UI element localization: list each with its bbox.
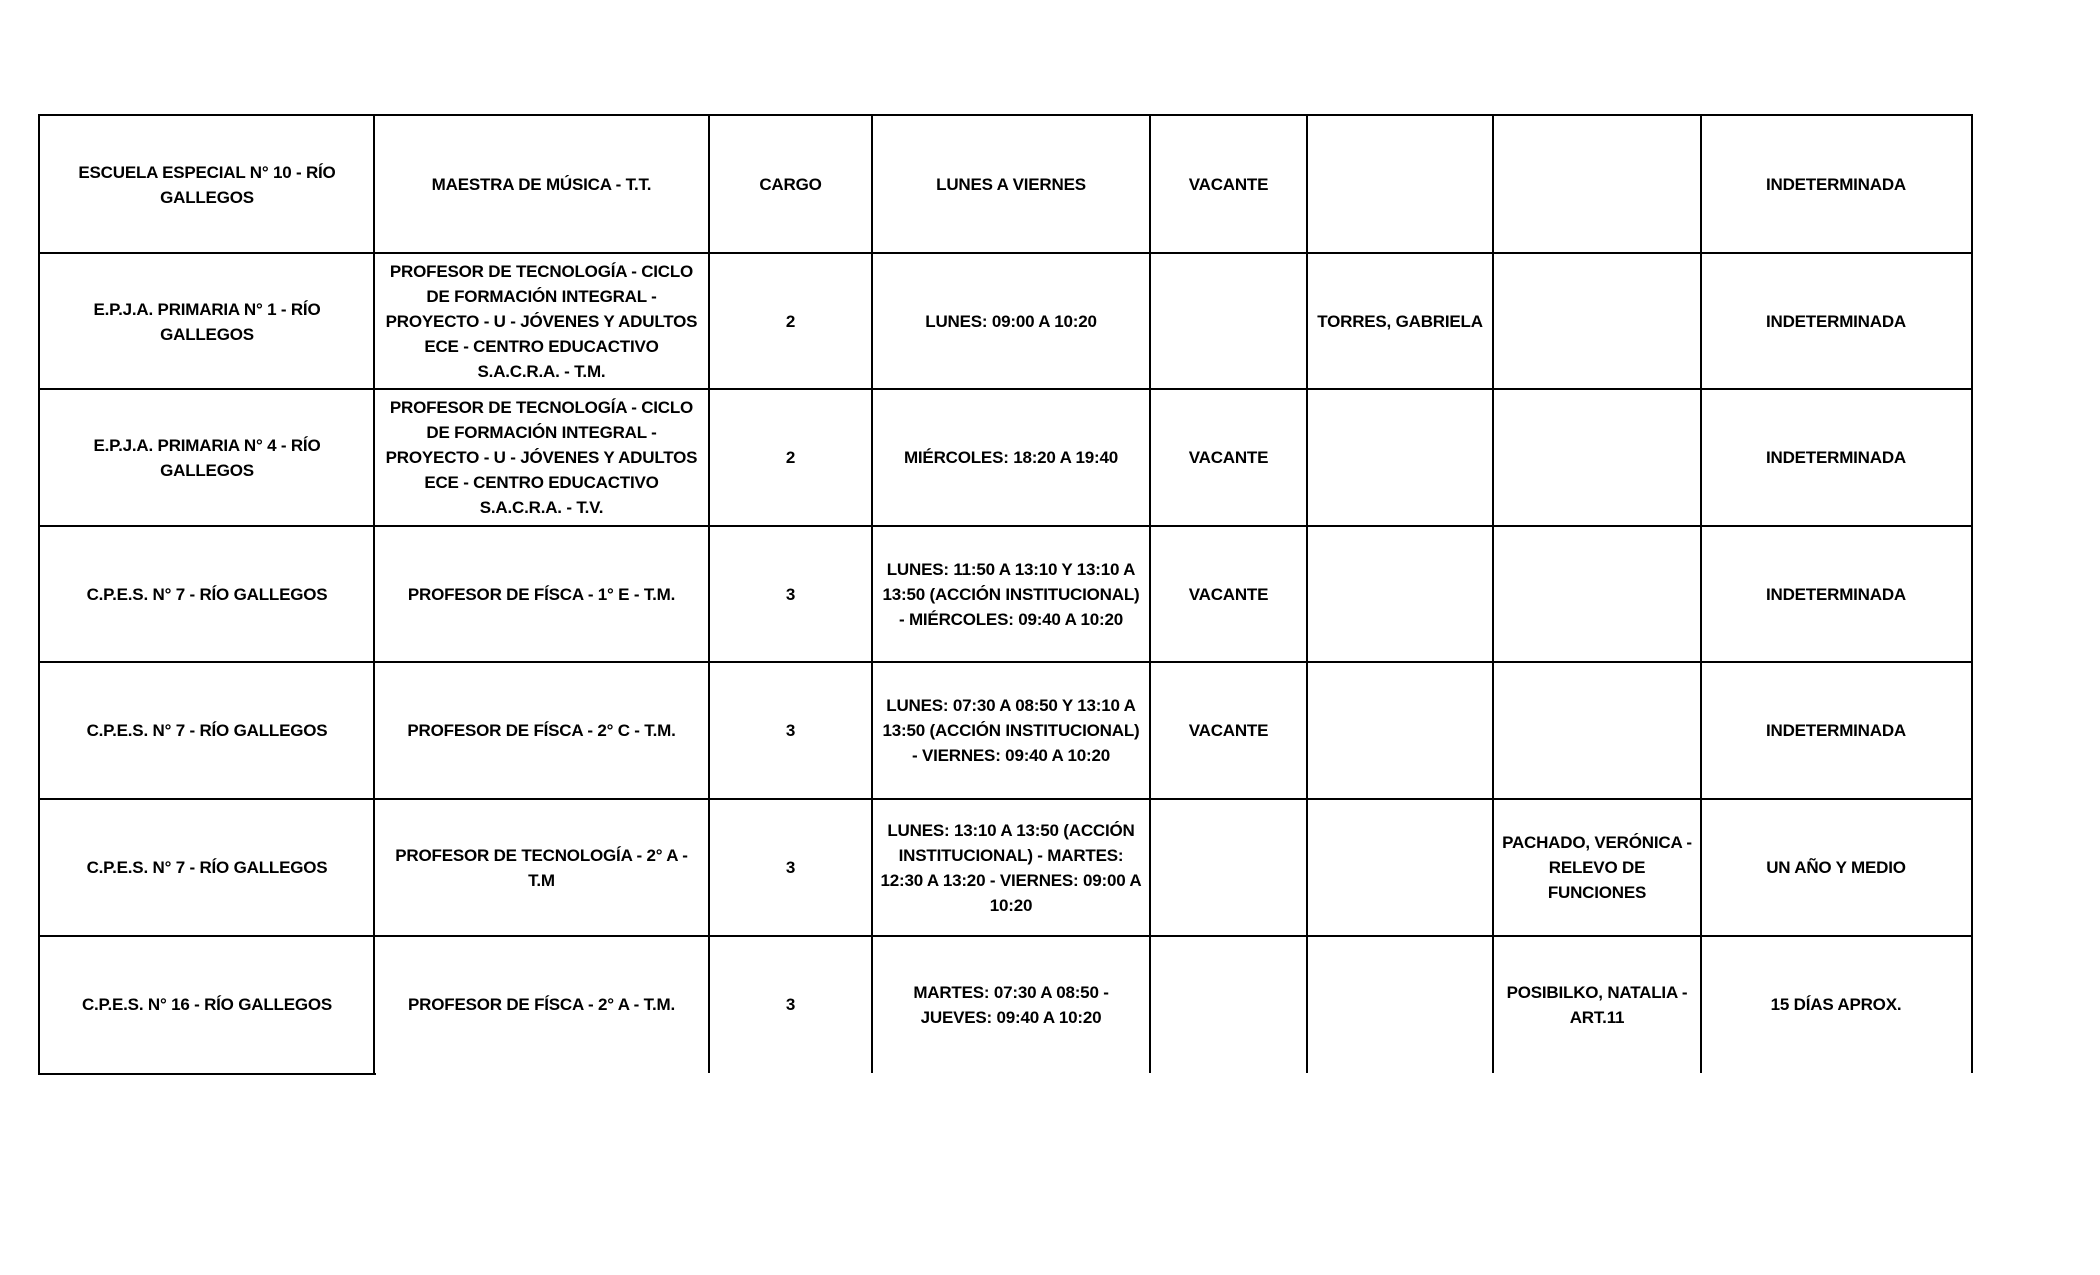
table-cell-holder <box>1307 389 1493 526</box>
table-cell-status <box>1150 253 1307 390</box>
table-cell-hours: 3 <box>785 858 796 877</box>
table-cell-status: VACANTE <box>1188 721 1269 740</box>
table-cell-status: VACANTE <box>1188 585 1269 604</box>
table-cell-holder <box>1307 662 1493 799</box>
table-cell-holder: TORRES, GABRIELA <box>1317 312 1483 331</box>
table-cell-duration: 15 DÍAS APROX. <box>1770 995 1902 1014</box>
table-cell-hours: CARGO <box>759 175 822 194</box>
table-cell-hours: 2 <box>785 312 796 331</box>
table-cell-school: C.P.E.S. N° 7 - RÍO GALLEGOS <box>86 858 328 877</box>
table-cell-status: VACANTE <box>1188 175 1269 194</box>
table-cell-hours: 3 <box>785 721 796 740</box>
table-cell-hours: 3 <box>785 585 796 604</box>
table-cell-position: PROFESOR DE TECNOLOGÍA - 2° A - T.M <box>395 845 688 890</box>
table-cell-duration: INDETERMINADA <box>1765 175 1906 194</box>
table-cell-position: PROFESOR DE FÍSCA - 2° A - T.M. <box>408 995 675 1014</box>
table-cell-duration: INDETERMINADA <box>1765 721 1906 740</box>
table-cell-replacement <box>1493 662 1701 799</box>
table-cell-holder <box>1307 799 1493 936</box>
table-cell-position: PROFESOR DE TECNOLOGÍA - CICLO DE FORMACIÓN INTEGRAL - PROYECTO - U - JÓVENES Y ADULTOS ECE - CENTRO EDUCACTIVO S.A.C.R.A. - T.M. <box>385 262 698 381</box>
table-cell-schedule: LUNES: 13:10 A 13:50 (ACCIÓN INSTITUCIONAL) - MARTES: 12:30 A 13:20 - VIERNES: 09:00 A 10:20 <box>880 820 1142 915</box>
table-cell-replacement <box>1493 116 1701 253</box>
table-cell-school: E.P.J.A. PRIMARIA N° 4 - RÍO GALLEGOS <box>93 435 321 480</box>
vacancy-table <box>38 114 1973 1073</box>
table-cell-status: VACANTE <box>1188 448 1269 467</box>
table-cell-duration: INDETERMINADA <box>1765 585 1906 604</box>
table-cell-duration: UN AÑO Y MEDIO <box>1766 858 1906 877</box>
table-cell-position: PROFESOR DE FÍSCA - 2° C - T.M. <box>407 721 676 740</box>
table-cell-position: MAESTRA DE MÚSICA - T.T. <box>431 175 652 194</box>
table-cell-duration: INDETERMINADA <box>1765 448 1906 467</box>
table-cell-status <box>1150 936 1307 1073</box>
table-cell-school: E.P.J.A. PRIMARIA N° 1 - RÍO GALLEGOS <box>93 299 321 344</box>
table-cell-holder <box>1307 936 1493 1073</box>
table-cell-replacement <box>1493 526 1701 663</box>
table-cell-replacement <box>1493 389 1701 526</box>
table-cell-schedule: LUNES: 07:30 A 08:50 Y 13:10 A 13:50 (ACCIÓN INSTITUCIONAL) - VIERNES: 09:40 A 10:20 <box>882 696 1140 765</box>
table-cell-school: C.P.E.S. N° 7 - RÍO GALLEGOS <box>86 585 328 604</box>
table-cell-schedule: LUNES: 09:00 A 10:20 <box>925 312 1097 331</box>
table-cell-holder <box>1307 526 1493 663</box>
table-cell-position: PROFESOR DE TECNOLOGÍA - CICLO DE FORMACIÓN INTEGRAL - PROYECTO - U - JÓVENES Y ADULTOS ECE - CENTRO EDUCACTIVO S.A.C.R.A. - T.V. <box>385 398 698 517</box>
table-cell-school: ESCUELA ESPECIAL N° 10 - RÍO GALLEGOS <box>78 162 336 207</box>
table-cell-replacement: PACHADO, VERÓNICA - RELEVO DE FUNCIONES <box>1502 833 1692 902</box>
table-cell-replacement: POSIBILKO, NATALIA - ART.11 <box>1506 982 1688 1027</box>
table-cell-position: PROFESOR DE FÍSCA - 1° E - T.M. <box>407 585 676 604</box>
table-cell-duration: INDETERMINADA <box>1765 312 1906 331</box>
table-cell-schedule: MIÉRCOLES: 18:20 A 19:40 <box>903 448 1119 467</box>
table-cell-schedule: MARTES: 07:30 A 08:50 - JUEVES: 09:40 A 10:20 <box>913 982 1109 1027</box>
table-cell-replacement <box>1493 253 1701 390</box>
table-cell-school: C.P.E.S. N° 16 - RÍO GALLEGOS <box>81 995 333 1014</box>
table-cell-holder <box>1307 116 1493 253</box>
table-cell-schedule: LUNES: 11:50 A 13:10 Y 13:10 A 13:50 (ACCIÓN INSTITUCIONAL) - MIÉRCOLES: 09:40 A 10:20 <box>882 560 1140 629</box>
table-bottom-border <box>38 1073 376 1075</box>
table-cell-status <box>1150 799 1307 936</box>
table-cell-hours: 2 <box>785 448 796 467</box>
table-cell-schedule: LUNES A VIERNES <box>936 175 1086 194</box>
table-cell-school: C.P.E.S. N° 7 - RÍO GALLEGOS <box>86 721 328 740</box>
table-cell-hours: 3 <box>785 995 796 1014</box>
